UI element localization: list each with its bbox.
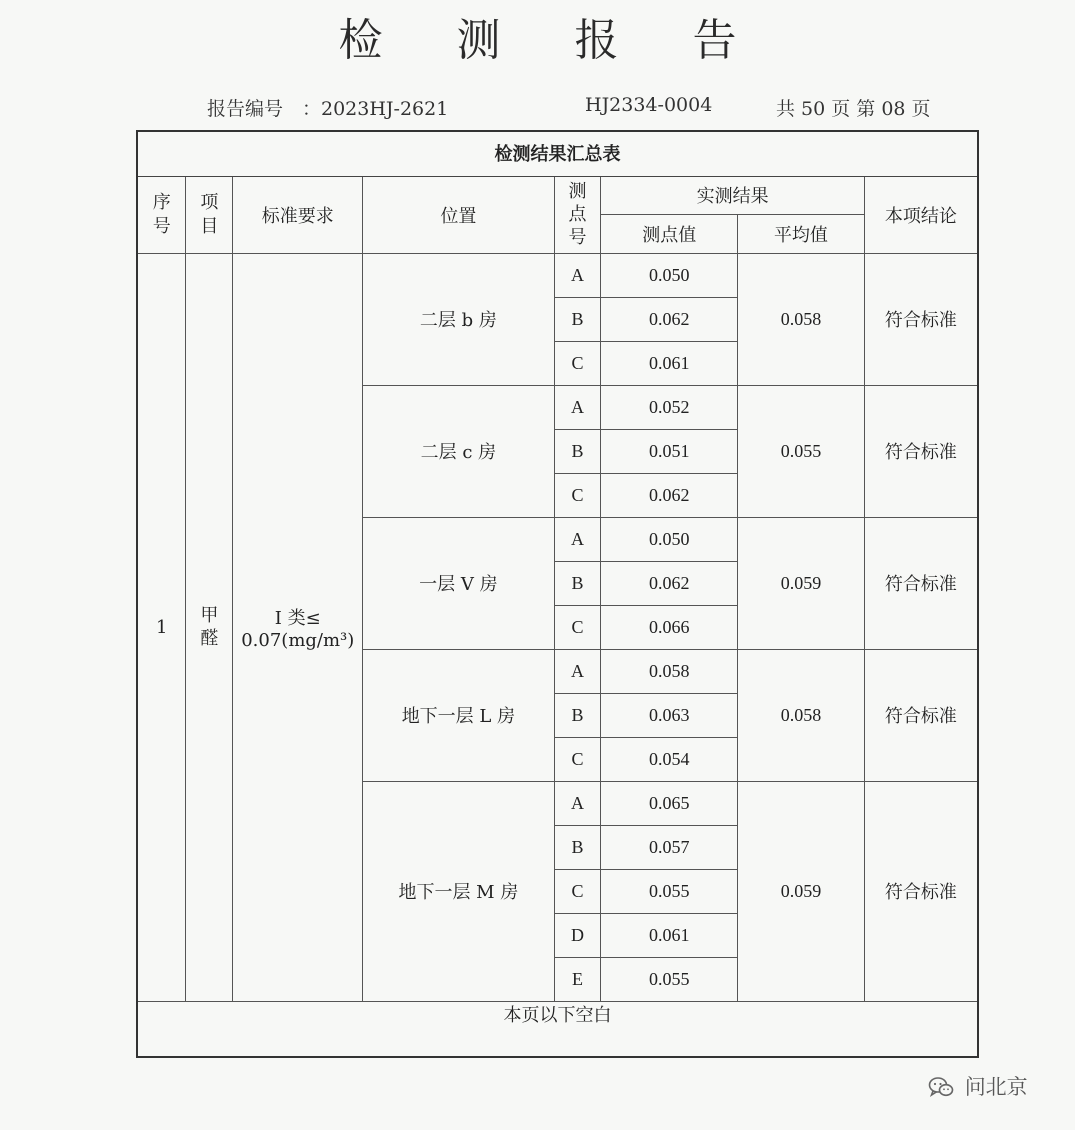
page-title: 检 测 报 告	[338, 15, 767, 66]
report-number: 报告编号 ：2023HJ-2621	[207, 98, 449, 120]
point-value-cell	[601, 297, 738, 341]
average-cell	[738, 649, 865, 781]
point-value-cell-text: 0.062	[649, 572, 690, 593]
location-cell-text: 二层 b 房	[419, 310, 497, 331]
point-value-cell-text: 0.062	[649, 308, 690, 329]
conclusion-cell	[864, 517, 977, 649]
point-id-cell	[554, 649, 601, 693]
standard-text: 0.07(mg/m³)	[241, 629, 355, 651]
standard-text: I 类≤	[274, 607, 321, 629]
point-value-cell-text: 0.057	[649, 836, 690, 857]
point-value-cell	[601, 341, 738, 385]
header-point-no: 测点号	[554, 177, 601, 253]
point-value-cell	[601, 385, 738, 429]
location-cell	[363, 649, 554, 781]
average-cell	[738, 385, 865, 517]
conclusion-cell	[864, 781, 977, 1001]
conclusion-cell	[864, 253, 977, 385]
item-cell	[186, 253, 233, 1001]
location-cell-text: 二层 c 房	[420, 442, 497, 463]
point-id-cell-text: D	[571, 924, 585, 945]
point-id-cell-text: C	[571, 748, 584, 769]
average-cell-text: 0.058	[780, 308, 822, 329]
average-cell	[738, 781, 865, 1001]
point-id-cell-text: A	[571, 792, 585, 813]
standard-cell	[233, 253, 363, 1001]
point-id-cell	[554, 913, 601, 957]
header-seq: 序号	[138, 177, 186, 253]
point-id-cell	[554, 957, 601, 1001]
point-value-cell	[601, 869, 738, 913]
header-location: 位置	[363, 177, 554, 253]
point-value-cell	[601, 649, 738, 693]
point-id-cell-text: C	[571, 352, 584, 373]
conclusion-cell-text: 符合标准	[884, 310, 957, 331]
average-cell	[738, 517, 865, 649]
point-id-cell	[554, 429, 601, 473]
point-id-cell	[554, 781, 601, 825]
point-value-cell-text: 0.061	[649, 924, 690, 945]
point-id-cell-text: E	[572, 968, 584, 989]
blank-page-note: 本页以下空白	[503, 1005, 612, 1026]
point-id-cell	[554, 869, 601, 913]
point-value-cell-text: 0.052	[649, 396, 690, 417]
conclusion-cell-text: 符合标准	[884, 882, 957, 903]
point-id-cell-text: B	[571, 572, 584, 593]
point-value-cell-text: 0.063	[649, 704, 690, 725]
seq-cell	[138, 253, 186, 1001]
conclusion-cell-text: 符合标准	[884, 706, 957, 727]
table-row	[138, 253, 977, 297]
point-value-cell	[601, 253, 738, 297]
point-value-cell-text: 0.061	[649, 352, 690, 373]
point-id-cell-text: A	[571, 396, 585, 417]
header-item: 项目	[186, 177, 233, 253]
conclusion-cell-text: 符合标准	[884, 442, 957, 463]
point-value-cell	[601, 473, 738, 517]
point-id-cell	[554, 737, 601, 781]
point-id-cell-text: B	[571, 440, 584, 461]
point-id-cell	[554, 297, 601, 341]
location-cell	[363, 781, 554, 1001]
point-id-cell	[554, 693, 601, 737]
point-value-cell	[601, 605, 738, 649]
point-value-cell-text: 0.062	[649, 484, 690, 505]
point-value-cell-text: 0.050	[649, 528, 690, 549]
header-average: 平均值	[738, 214, 865, 253]
watermark	[928, 1071, 1028, 1101]
header-point-value: 测点值	[601, 214, 738, 253]
average-cell-text: 0.059	[780, 572, 822, 593]
point-id-cell	[554, 341, 601, 385]
wechat-icon	[928, 1076, 954, 1098]
point-value-cell	[601, 429, 738, 473]
point-id-cell-text: A	[571, 660, 585, 681]
seq-cell-text: 1	[155, 616, 168, 638]
point-id-cell-text: B	[571, 704, 584, 725]
point-value-cell	[601, 781, 738, 825]
point-id-cell	[554, 253, 601, 297]
conclusion-cell	[864, 649, 977, 781]
point-id-cell	[554, 605, 601, 649]
location-cell	[363, 385, 554, 517]
header-measured: 实测结果	[601, 177, 864, 214]
point-value-cell-text: 0.055	[649, 880, 690, 901]
point-value-cell	[601, 693, 738, 737]
header-conclusion: 本项结论	[864, 177, 977, 253]
point-id-cell-text: A	[571, 528, 585, 549]
average-cell-text: 0.055	[780, 440, 822, 461]
point-value-cell	[601, 561, 738, 605]
point-value-cell	[601, 913, 738, 957]
average-cell	[738, 253, 865, 385]
point-id-cell-text: B	[571, 308, 584, 329]
point-id-cell	[554, 561, 601, 605]
results-table-frame	[136, 130, 979, 1058]
point-id-cell-text: A	[571, 264, 585, 285]
average-cell-text: 0.059	[780, 880, 822, 901]
point-value-cell-text: 0.066	[649, 616, 690, 637]
conclusion-cell-text: 符合标准	[884, 574, 957, 595]
point-id-cell-text: C	[571, 616, 584, 637]
point-id-cell	[554, 385, 601, 429]
item-text: 甲醛	[200, 604, 219, 649]
location-cell	[363, 253, 554, 385]
location-cell-text: 一层 V 房	[419, 574, 498, 595]
point-value-cell-text: 0.065	[649, 792, 690, 813]
average-cell-text: 0.058	[780, 704, 822, 725]
point-value-cell	[601, 825, 738, 869]
location-cell-text: 地下一层 L 房	[401, 706, 516, 727]
page-info: 共 50 页 第 08 页	[776, 98, 931, 120]
point-value-cell	[601, 957, 738, 1001]
conclusion-cell	[864, 385, 977, 517]
point-value-cell-text: 0.055	[649, 968, 690, 989]
point-id-cell-text: C	[571, 484, 584, 505]
point-value-cell	[601, 737, 738, 781]
table-caption: 检测结果汇总表	[138, 132, 977, 177]
report-code: HJ2334-0004	[585, 94, 713, 116]
watermark-text: 问北京	[964, 1075, 1028, 1099]
point-id-cell-text: B	[571, 836, 584, 857]
header-standard: 标准要求	[233, 177, 363, 253]
point-value-cell-text: 0.054	[649, 748, 690, 769]
point-id-cell	[554, 473, 601, 517]
point-value-cell-text: 0.058	[649, 660, 690, 681]
point-id-cell	[554, 517, 601, 561]
location-cell-text: 地下一层 M 房	[398, 882, 519, 903]
results-table	[138, 177, 977, 1002]
location-cell	[363, 517, 554, 649]
point-value-cell	[601, 517, 738, 561]
point-value-cell-text: 0.050	[649, 264, 690, 285]
point-id-cell-text: C	[571, 880, 584, 901]
point-value-cell-text: 0.051	[649, 440, 690, 461]
point-id-cell	[554, 825, 601, 869]
